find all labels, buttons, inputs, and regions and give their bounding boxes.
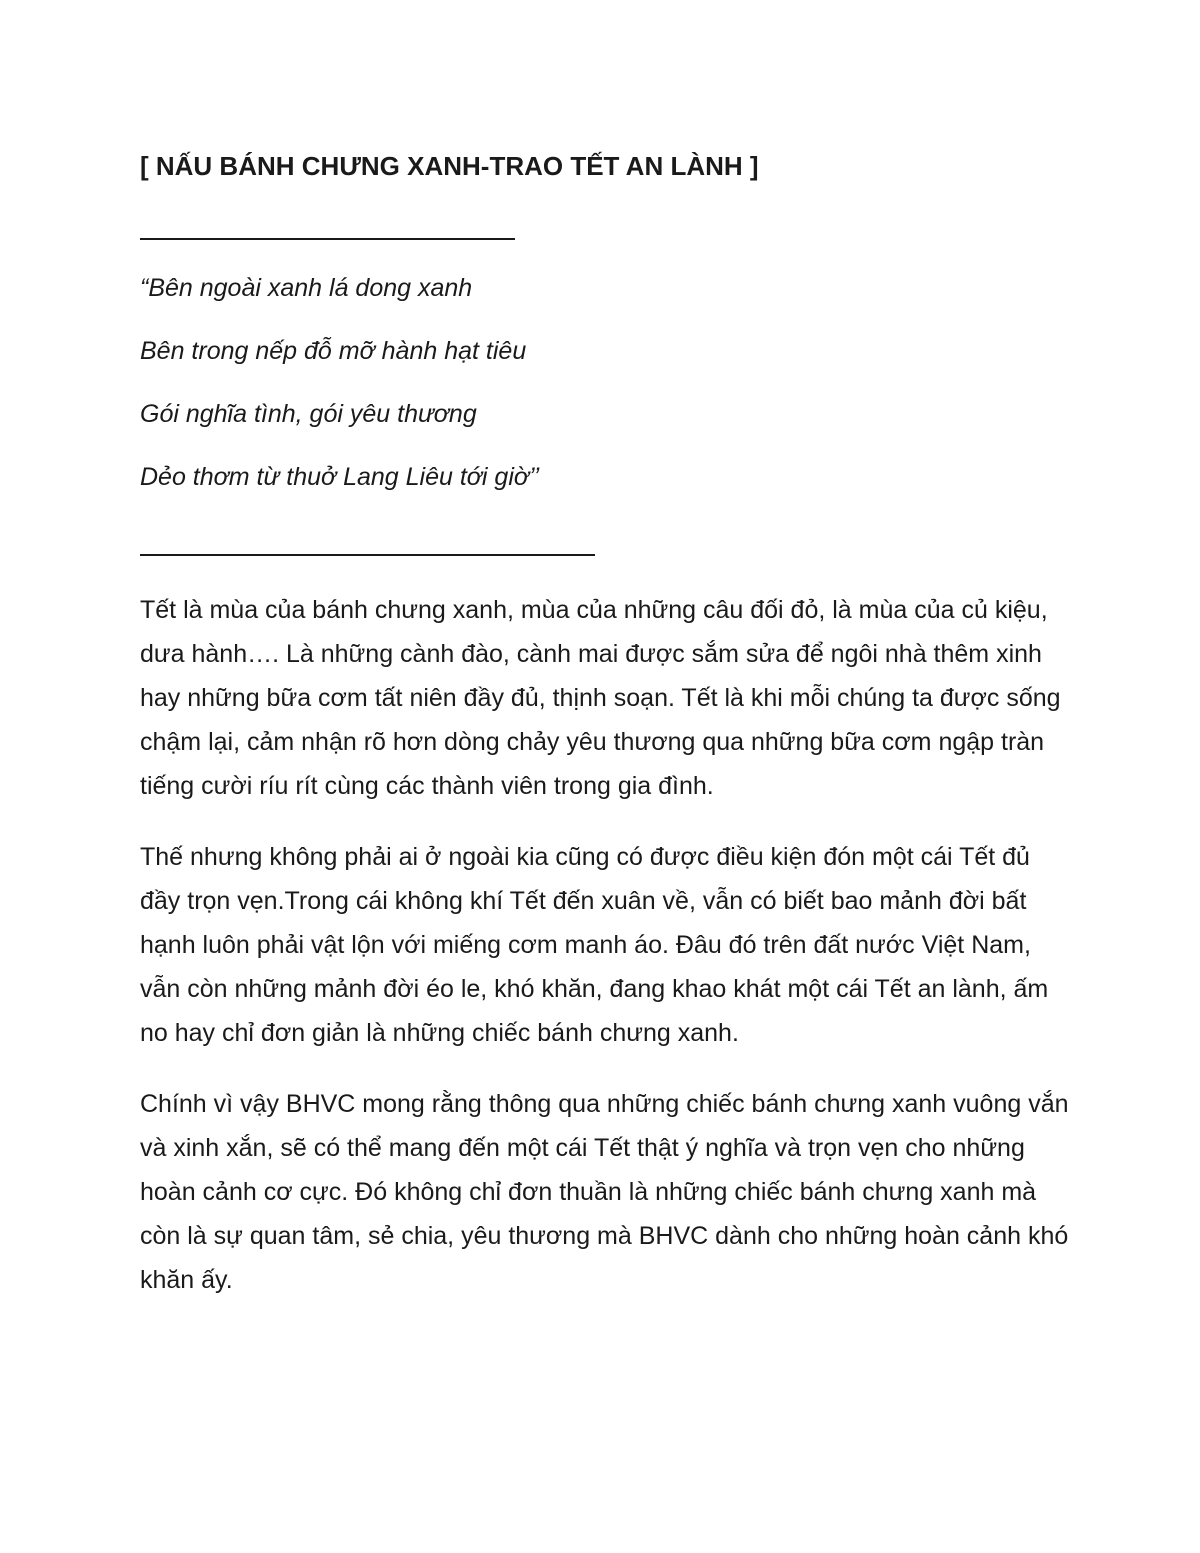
bottom-divider-line xyxy=(140,554,595,556)
poem-block xyxy=(140,272,539,524)
poem-line: “Bên ngoài xanh lá dong xanh xyxy=(140,274,473,302)
paragraph: Thế nhưng không phải ai ở ngoài kia cũng có được điều kiện đón một cái Tết đủ đầy trọn vẹn.Trong cái không khí Tết đến xuân về, vẫn có biết bao mảnh đời bất hạnh luôn phải vật lộn với miếng cơm manh áo. Đâu đó trên đất nước Việt Nam, vẫn còn những mảnh đời éo le, khó khăn, đang khao khát một cái Tết an lành, ấm no hay chỉ đơn giản là những chiếc bánh chưng xanh. xyxy=(140,843,1049,1047)
paragraph: Chính vì vậy BHVC mong rằng thông qua những chiếc bánh chưng xanh vuông vắn và xinh xắn, sẽ có thể mang đến một cái Tết thật ý nghĩa và trọn vẹn cho những hoàn cảnh cơ cực. Đó không chỉ đơn thuần là những chiếc bánh chưng xanh mà còn là sự quan tâm, sẻ chia, yêu thương mà BHVC dành cho những hoàn cảnh khó khăn ấy. xyxy=(140,1090,1069,1294)
document-title: [ NẤU BÁNH CHƯNG XANH-TRAO TẾT AN LÀNH ] xyxy=(140,151,759,181)
poem-line: Gói nghĩa tình, gói yêu thương xyxy=(140,400,477,428)
paragraph: Tết là mùa của bánh chưng xanh, mùa của những câu đối đỏ, là mùa của củ kiệu, dưa hành…. Là những cành đào, cành mai được sắm sửa để ngôi nhà thêm xinh hay những bữa cơm tất niên đầy đủ, thịnh soạn. Tết là khi mỗi chúng ta được sống chậm lại, cảm nhận rõ hơn dòng chảy yêu thương qua những bữa cơm ngập tràn tiếng cười ríu rít cùng các thành viên trong gia đình. xyxy=(140,596,1061,800)
poem-line: Bên trong nếp đỗ mỡ hành hạt tiêu xyxy=(140,337,527,365)
top-divider-line xyxy=(140,238,515,240)
body-text xyxy=(140,588,1070,1329)
poem-line: Dẻo thơm từ thuở Lang Liêu tới giờ’’ xyxy=(140,463,540,491)
